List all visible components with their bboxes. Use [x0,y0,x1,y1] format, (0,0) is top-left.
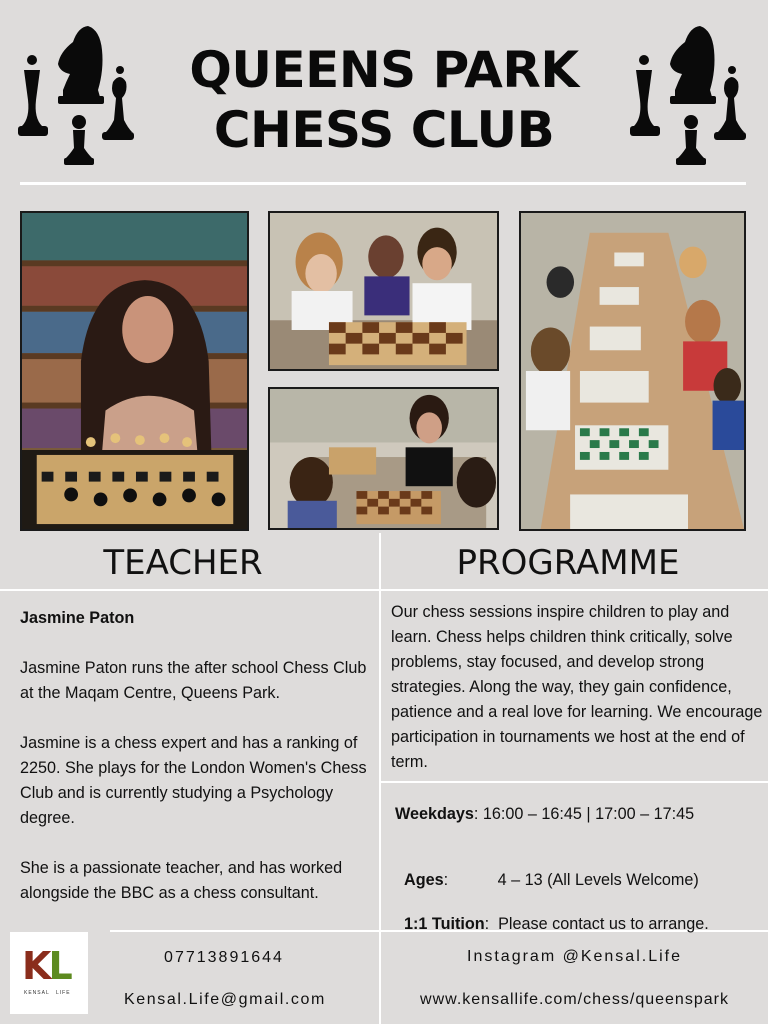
contact-email[interactable]: Kensal.Life@gmail.com [124,991,326,1008]
teacher-name: Jasmine Paton [20,609,135,627]
contact-phone[interactable]: 07713891644 [164,949,284,966]
teacher-bio-para-2: Jasmine is a chess expert and has a ranking of 2250. She plays for the London Women's Chess Club and is currently studying a Psychology degree. [20,734,367,827]
programme-description: Our chess sessions inspire children to play and learn. Chess helps children think critically, solve problems, stay focused, and develop strong strategies. Along the way, they gain confidence, patience and a real love for learning. We encourage participation in tournaments we host at the end of term. [391,603,763,771]
schedule-tuition [395,891,709,935]
title-line-1: QUEENS PARK [189,41,579,99]
contact-instagram[interactable]: Instagram @Kensal.Life [467,948,682,965]
section-divider [0,589,768,591]
photo-teacher [20,211,249,531]
weekdays-label: Weekdays [395,805,474,823]
photo-class-tables [519,211,746,531]
logo-word-2: LIFE [56,990,71,996]
ages-label: Ages [404,871,444,889]
logo-word-1: KENSAL [24,990,50,996]
schedule-weekdays [395,803,694,825]
teacher-bio-para-1: Jasmine Paton runs the after school Chess Club at the Maqam Centre, Queens Park. [20,659,367,702]
photo-teacher-with-students [268,387,499,530]
teacher-bio [20,606,376,931]
header-divider [20,182,746,185]
schedule-divider [381,781,768,783]
logo-letters: KL [22,944,70,988]
chess-pieces-right-icon [630,22,750,172]
weekdays-value: : 16:00 – 16:45 | 17:00 – 17:45 [473,805,695,823]
contact-website[interactable]: www.kensallife.com/chess/queenspark [420,991,729,1008]
page-title [140,40,628,160]
teacher-bio-para-3: She is a passionate teacher, and has worked alongside the BBC as a chess consultant. [20,859,343,902]
ages-value: : 4 – 13 (All Levels Welcome) [443,871,699,889]
kensal-life-logo [10,932,88,1014]
photo-children-playing [268,211,499,371]
tuition-value: : Please contact us to arrange. [484,915,709,933]
programme-heading: PROGRAMME [456,543,680,583]
teacher-heading: TEACHER [103,543,263,583]
title-line-2: CHESS CLUB [213,101,555,159]
chess-pieces-left-icon [18,22,138,172]
schedule-ages [395,847,699,891]
tuition-label: 1:1 Tuition [404,915,485,933]
